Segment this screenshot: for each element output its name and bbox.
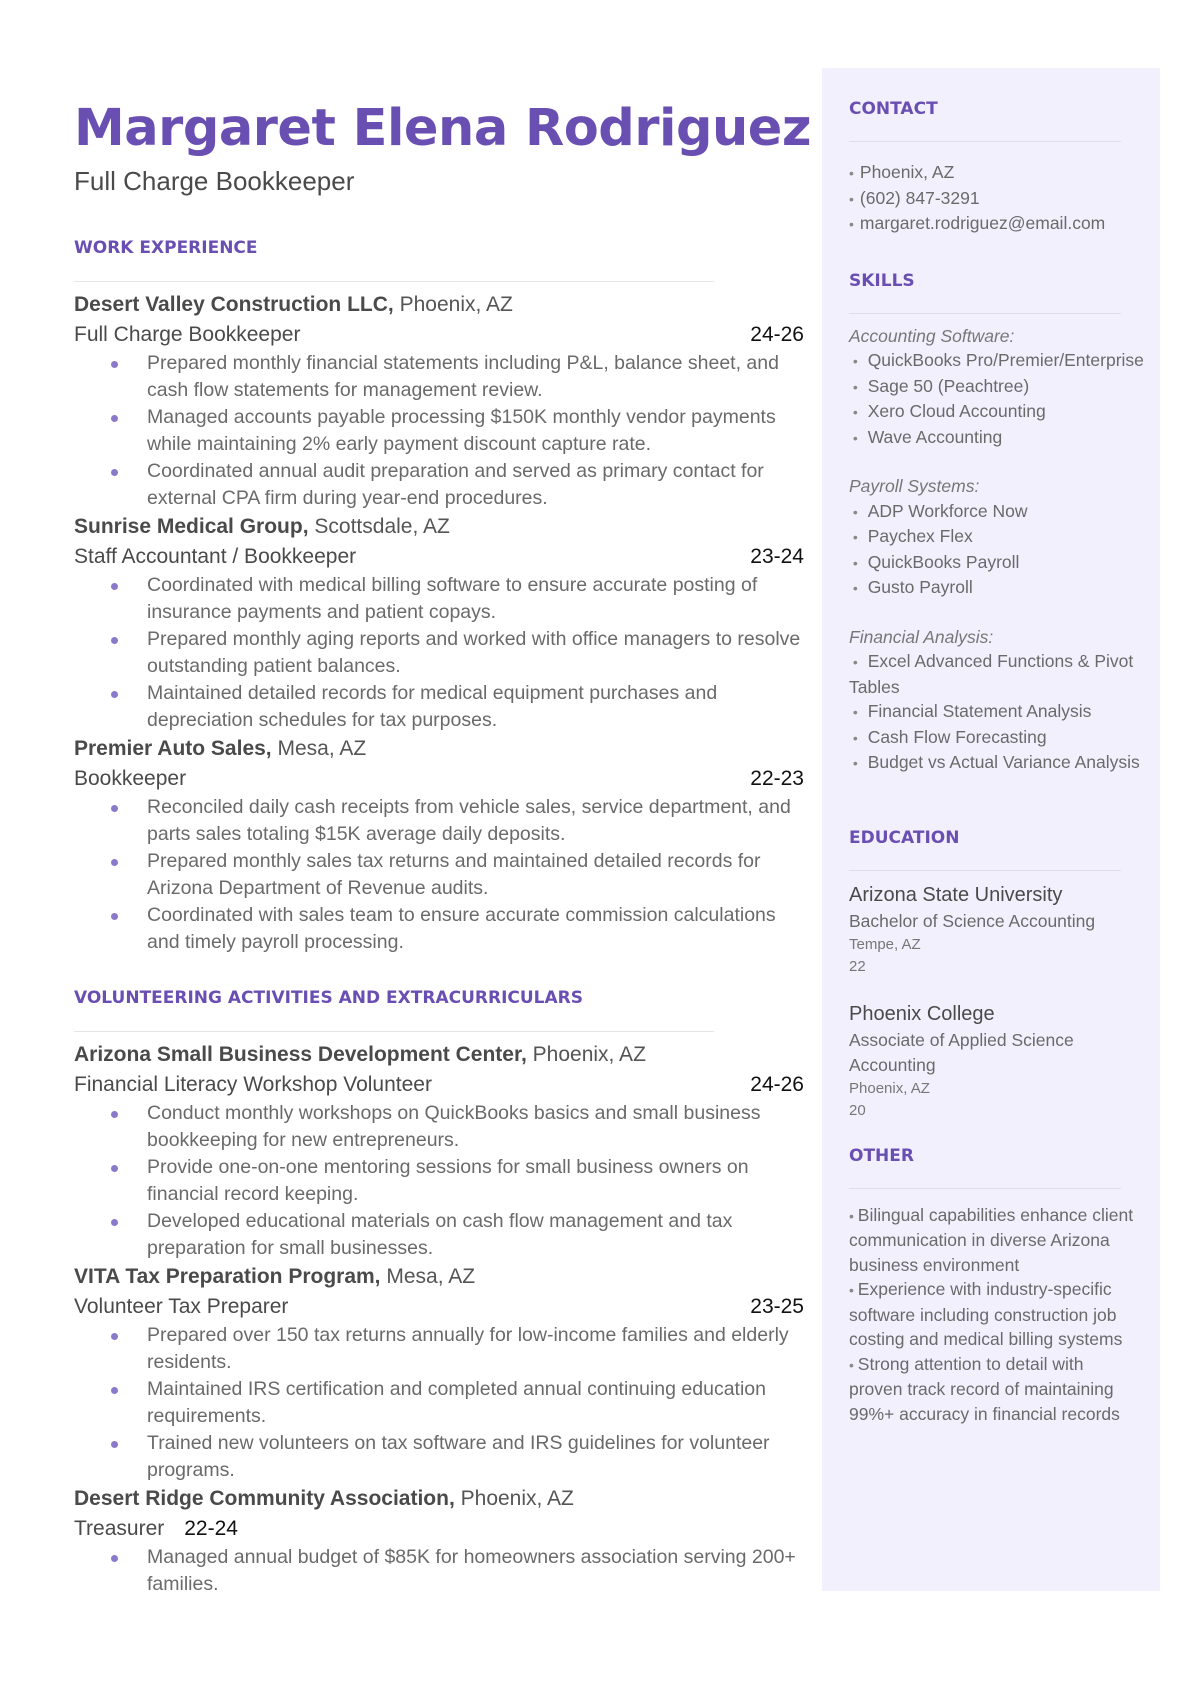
bullet-dot-icon: • <box>849 378 862 395</box>
bullet-dot-icon: • <box>849 729 862 746</box>
bullet-dot-icon: • <box>849 1356 858 1373</box>
skills-divider <box>849 313 1121 314</box>
volunteer-role: Financial Literacy Workshop Volunteer <box>74 1073 432 1096</box>
volunteer-bullet: Developed educational materials on cash flow management and tax preparation for small businesses. <box>74 1208 804 1262</box>
skill-group <box>849 324 1160 451</box>
contact-location: • Phoenix, AZ <box>849 162 955 182</box>
skill-item: • Financial Statement Analysis <box>849 701 1092 721</box>
skills-heading: SKILLS <box>849 270 915 291</box>
education-entry <box>849 1000 1160 1122</box>
work-entry <box>74 512 804 734</box>
work-entry <box>74 734 804 956</box>
volunteer-location: Mesa, AZ <box>386 1265 476 1288</box>
bullet-dot-icon: • <box>849 580 862 596</box>
education-location: Tempe, AZ <box>849 935 921 953</box>
volunteer-bullets <box>74 1544 804 1598</box>
other-item: • Strong attention to detail with proven track record of maintaining 99%+ accuracy in financial records <box>849 1353 1120 1424</box>
skill-item: • Gusto Payroll <box>849 577 973 597</box>
job-bullet: Prepared monthly financial statements including P&L, balance sheet, and cash flow statements for management review. <box>74 350 804 404</box>
bullet-dot-icon: • <box>849 190 854 207</box>
volunteer-bullet: Conduct monthly workshops on QuickBooks basics and small business bookkeeping for new entrepreneurs. <box>74 1100 804 1154</box>
volunteer-bullet: Maintained IRS certification and completed annual continuing education requirements. <box>74 1376 804 1430</box>
job-role-line <box>74 764 804 794</box>
job-role: Full Charge Bookkeeper <box>74 323 301 346</box>
skill-group <box>849 625 1160 776</box>
job-dates: 22-23 <box>750 767 804 790</box>
contact-list <box>849 160 1160 237</box>
bullet-dot-icon: • <box>849 529 862 545</box>
bullet-dot-icon: • <box>849 503 862 520</box>
skill-item: • ADP Workforce Now <box>849 500 1028 521</box>
education-entry <box>849 881 1160 978</box>
skill-category: Accounting Software: <box>849 325 1015 346</box>
education-divider <box>849 870 1121 871</box>
skill-group <box>849 474 1160 601</box>
skill-item: • Budget vs Actual Variance Analysis <box>849 752 1140 772</box>
volunteer-location: Phoenix, AZ <box>460 1487 574 1510</box>
job-bullet: Reconciled daily cash receipts from vehicle sales, service department, and parts sales totaling $15K average daily deposits. <box>74 794 804 848</box>
volunteer-org: Desert Ridge Community Association, <box>74 1487 455 1510</box>
candidate-title: Full Charge Bookkeeper <box>74 166 355 196</box>
volunteer-bullet: Provide one-on-one mentoring sessions for small business owners on financial record keeping. <box>74 1154 804 1208</box>
volunteer-org: Arizona Small Business Development Center, <box>74 1043 527 1066</box>
job-role-line <box>74 320 804 350</box>
candidate-name: Margaret Elena Rodriguez <box>74 99 812 158</box>
volunteer-bullet: Prepared over 150 tax returns annually for low-income families and elderly residents. <box>74 1322 804 1376</box>
volunteer-bullet: Managed annual budget of $85K for homeowners association serving 200+ families. <box>74 1544 804 1598</box>
other-heading: OTHER <box>849 1145 914 1166</box>
job-dates: 23-24 <box>750 545 804 568</box>
job-header <box>74 734 804 764</box>
volunteer-entry <box>74 1484 804 1598</box>
job-bullet: Coordinated annual audit preparation and served as primary contact for external CPA firm during year-end procedures. <box>74 458 804 512</box>
education-school: Arizona State University <box>849 883 1063 906</box>
work-divider <box>74 281 714 282</box>
job-bullet: Prepared monthly sales tax returns and maintained detailed records for Arizona Department of Revenue audits. <box>74 848 804 902</box>
volunteer-entry <box>74 1040 804 1262</box>
bullet-dot-icon: • <box>849 755 862 771</box>
volunteer-role-line <box>74 1292 804 1322</box>
volunteer-dates: 22-24 <box>184 1517 238 1540</box>
volunteer-location: Phoenix, AZ <box>532 1043 646 1066</box>
skill-item: • QuickBooks Pro/Premier/Enterprise <box>849 350 1144 370</box>
work-experience-heading: WORK EXPERIENCE <box>74 238 258 258</box>
job-dates: 24-26 <box>750 323 804 346</box>
job-bullet: Coordinated with medical billing software to ensure accurate posting of insurance payments and patient copays. <box>74 572 804 626</box>
bullet-dot-icon: • <box>849 704 862 720</box>
job-bullet: Prepared monthly aging reports and worked with office managers to resolve outstanding patient balances. <box>74 626 804 680</box>
skill-list <box>849 649 1160 776</box>
skill-category: Payroll Systems: <box>849 476 980 496</box>
volunteer-bullet: Trained new volunteers on tax software and IRS guidelines for volunteer programs. <box>74 1430 804 1484</box>
job-bullets <box>74 572 804 734</box>
skill-list <box>849 348 1160 450</box>
main-column <box>74 98 812 1598</box>
bullet-dot-icon: • <box>849 654 862 670</box>
job-header <box>74 290 804 320</box>
education-degree: Bachelor of Science Accounting <box>849 910 1096 931</box>
job-role: Bookkeeper <box>74 767 187 790</box>
skill-item: • Sage 50 (Peachtree) <box>849 375 1030 396</box>
volunteer-dates: 23-25 <box>750 1295 804 1318</box>
education-school: Phoenix College <box>849 1002 995 1025</box>
volunteering-divider <box>74 1031 714 1032</box>
work-entry <box>74 290 804 512</box>
bullet-dot-icon: • <box>849 165 854 181</box>
job-role-line <box>74 542 804 572</box>
skill-item: • Excel Advanced Functions & Pivot Tables <box>849 651 1134 697</box>
bullet-dot-icon: • <box>849 404 862 420</box>
bullet-dot-icon: • <box>849 216 854 232</box>
education-degree: Associate of Applied Science Accounting <box>849 1029 1074 1075</box>
contact-phone: • (602) 847-3291 <box>849 187 980 208</box>
contact-heading: CONTACT <box>849 99 938 119</box>
bullet-dot-icon: • <box>849 554 862 571</box>
job-location: Scottsdale, AZ <box>314 515 450 538</box>
job-role: Staff Accountant / Bookkeeper <box>74 545 357 568</box>
other-item: • Experience with industry-specific software including construction job costing and medical billing systems <box>849 1279 1123 1349</box>
contact-divider <box>849 141 1121 142</box>
job-bullets <box>74 794 804 956</box>
bullet-dot-icon: • <box>849 353 862 369</box>
job-bullet: Managed accounts payable processing $150K monthly vendor payments while maintaining 2% early payment discount capture rate. <box>74 404 804 458</box>
other-list <box>849 1203 1139 1427</box>
volunteer-role: Volunteer Tax Preparer <box>74 1295 289 1318</box>
education-heading: EDUCATION <box>849 827 960 848</box>
job-org: Premier Auto Sales, <box>74 737 272 760</box>
volunteer-org: VITA Tax Preparation Program, <box>74 1265 381 1288</box>
job-org: Sunrise Medical Group, <box>74 515 309 538</box>
job-bullet: Coordinated with sales team to ensure accurate commission calculations and timely payroll processing. <box>74 902 804 956</box>
bullet-dot-icon: • <box>849 1282 858 1298</box>
contact-email[interactable]: • margaret.rodriguez@email.com <box>849 213 1106 233</box>
volunteer-entry <box>74 1262 804 1484</box>
volunteer-role: Treasurer <box>74 1517 165 1540</box>
skill-list <box>849 499 1160 601</box>
job-location: Mesa, AZ <box>277 737 367 760</box>
job-location: Phoenix, AZ <box>399 293 513 316</box>
volunteer-bullets <box>74 1322 804 1484</box>
education-location: Phoenix, AZ <box>849 1079 930 1097</box>
education-year: 22 <box>849 957 866 975</box>
volunteer-dates: 24-26 <box>750 1073 804 1096</box>
skill-category: Financial Analysis: <box>849 626 994 647</box>
skill-item: • Wave Accounting <box>849 426 1003 447</box>
sidebar <box>822 68 1160 1591</box>
volunteer-role-line <box>74 1514 804 1544</box>
skill-item: • QuickBooks Payroll <box>849 551 1020 572</box>
bullet-dot-icon: • <box>849 429 862 446</box>
other-divider <box>849 1188 1121 1189</box>
volunteer-role-line <box>74 1070 804 1100</box>
job-org: Desert Valley Construction LLC, <box>74 293 394 316</box>
volunteer-header <box>74 1262 804 1292</box>
volunteer-header <box>74 1484 804 1514</box>
job-header <box>74 512 804 542</box>
other-item: • Bilingual capabilities enhance client communication in diverse Arizona business environment <box>849 1204 1134 1275</box>
volunteer-bullets <box>74 1100 804 1262</box>
skill-item: • Paychex Flex <box>849 526 973 546</box>
bullet-dot-icon: • <box>849 1207 858 1224</box>
volunteering-heading: VOLUNTEERING ACTIVITIES AND EXTRACURRICULARS <box>74 988 584 1008</box>
education-year: 20 <box>849 1101 866 1119</box>
job-bullet: Maintained detailed records for medical equipment purchases and depreciation schedules for tax purposes. <box>74 680 804 734</box>
job-bullets <box>74 350 804 512</box>
skill-item: • Cash Flow Forecasting <box>849 726 1047 747</box>
skill-item: • Xero Cloud Accounting <box>849 401 1046 421</box>
volunteer-header <box>74 1040 804 1070</box>
